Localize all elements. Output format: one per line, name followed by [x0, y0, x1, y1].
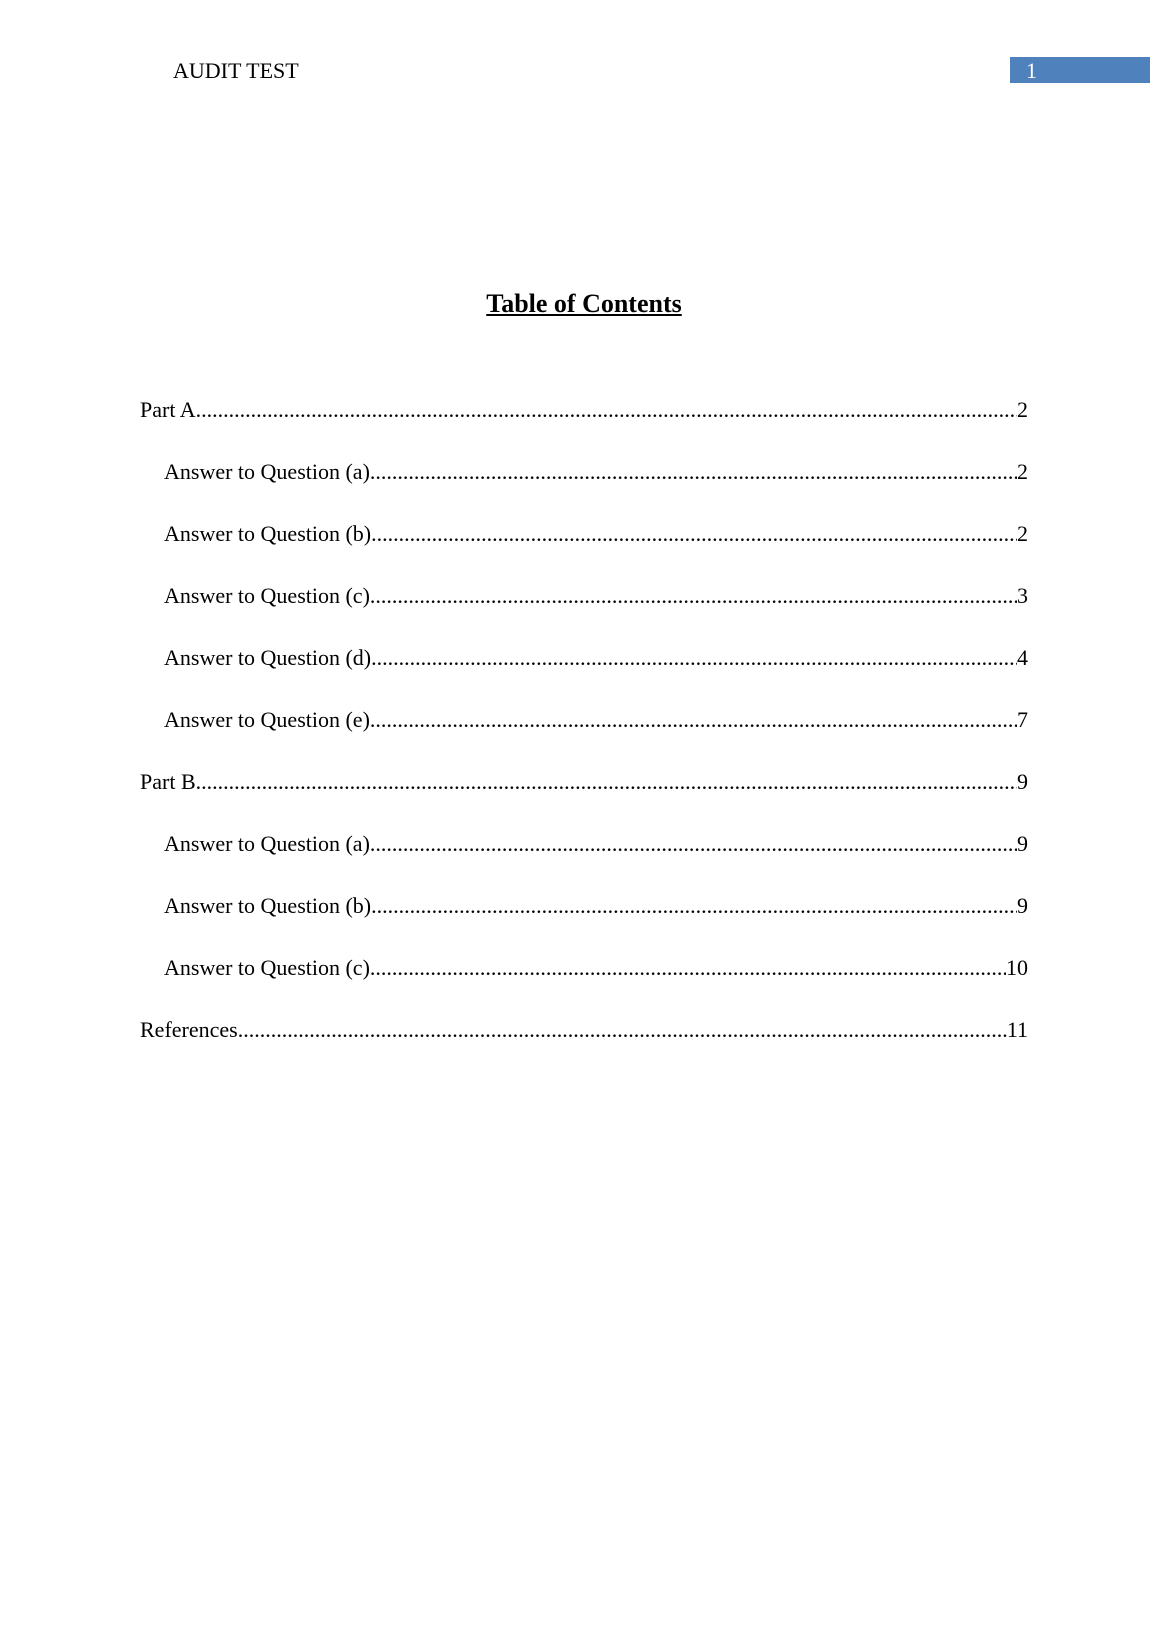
toc-entry-b-question-c[interactable]: [164, 953, 1028, 983]
toc-entry-a-question-b[interactable]: [164, 519, 1028, 549]
toc-heading-text: Table of Contents: [486, 289, 682, 318]
toc-entry-a-question-d[interactable]: [164, 643, 1028, 673]
toc-dot-leader: [371, 891, 1017, 921]
toc-dot-leader: [370, 953, 1006, 983]
toc-entry-page: 9: [1017, 769, 1028, 794]
toc-entry-part-b[interactable]: [140, 767, 1028, 797]
toc-dot-leader: [238, 1015, 1007, 1045]
toc-entry-a-question-c[interactable]: [164, 581, 1028, 611]
toc-entry-label: Answer to Question (c): [164, 955, 370, 980]
toc-entry-page: 2: [1017, 397, 1028, 422]
toc-entry-label: Answer to Question (a): [164, 459, 370, 484]
toc-dot-leader: [371, 519, 1017, 549]
toc-entry-page: 2: [1017, 521, 1028, 546]
toc-entry-label: Answer to Question (b): [164, 893, 372, 918]
toc-entry-label: Answer to Question (a): [164, 831, 370, 856]
toc-entry-label: Answer to Question (e): [164, 707, 370, 732]
page-number: 1: [1026, 58, 1037, 83]
toc-entry-references[interactable]: [140, 1015, 1028, 1045]
toc-entry-b-question-a[interactable]: [164, 829, 1028, 859]
toc-heading: [0, 287, 1158, 321]
toc-entry-label: Answer to Question (d): [164, 645, 372, 670]
toc-entry-page: 3: [1017, 583, 1028, 608]
toc-dot-leader: [196, 395, 1017, 425]
toc-entry-label: Part B: [140, 769, 196, 794]
toc-entry-page: 9: [1017, 831, 1028, 856]
toc-entry-label: Answer to Question (c): [164, 583, 370, 608]
toc-entry-page: 4: [1017, 645, 1028, 670]
toc-entry-label: Answer to Question (b): [164, 521, 372, 546]
toc-entry-page: 11: [1006, 1017, 1028, 1042]
toc-entry-page: 2: [1017, 459, 1028, 484]
toc-dot-leader: [370, 457, 1017, 487]
toc-entry-label: References: [140, 1017, 238, 1042]
toc-entry-part-a[interactable]: [140, 395, 1028, 425]
toc-entry-b-question-b[interactable]: [164, 891, 1028, 921]
page-number-badge: [1010, 57, 1150, 83]
toc-dot-leader: [370, 829, 1017, 859]
toc-dot-leader: [370, 581, 1017, 611]
toc-entry-label: Part A: [140, 397, 196, 422]
toc-entry-page: 9: [1017, 893, 1028, 918]
toc-dot-leader: [196, 767, 1017, 797]
toc-dot-leader: [370, 705, 1017, 735]
toc-entry-a-question-e[interactable]: [164, 705, 1028, 735]
toc-entry-a-question-a[interactable]: [164, 457, 1028, 487]
toc-entry-page: 10: [1006, 955, 1028, 980]
running-header-title: AUDIT TEST: [173, 58, 299, 83]
toc-dot-leader: [371, 643, 1017, 673]
toc-entry-page: 7: [1017, 707, 1028, 732]
